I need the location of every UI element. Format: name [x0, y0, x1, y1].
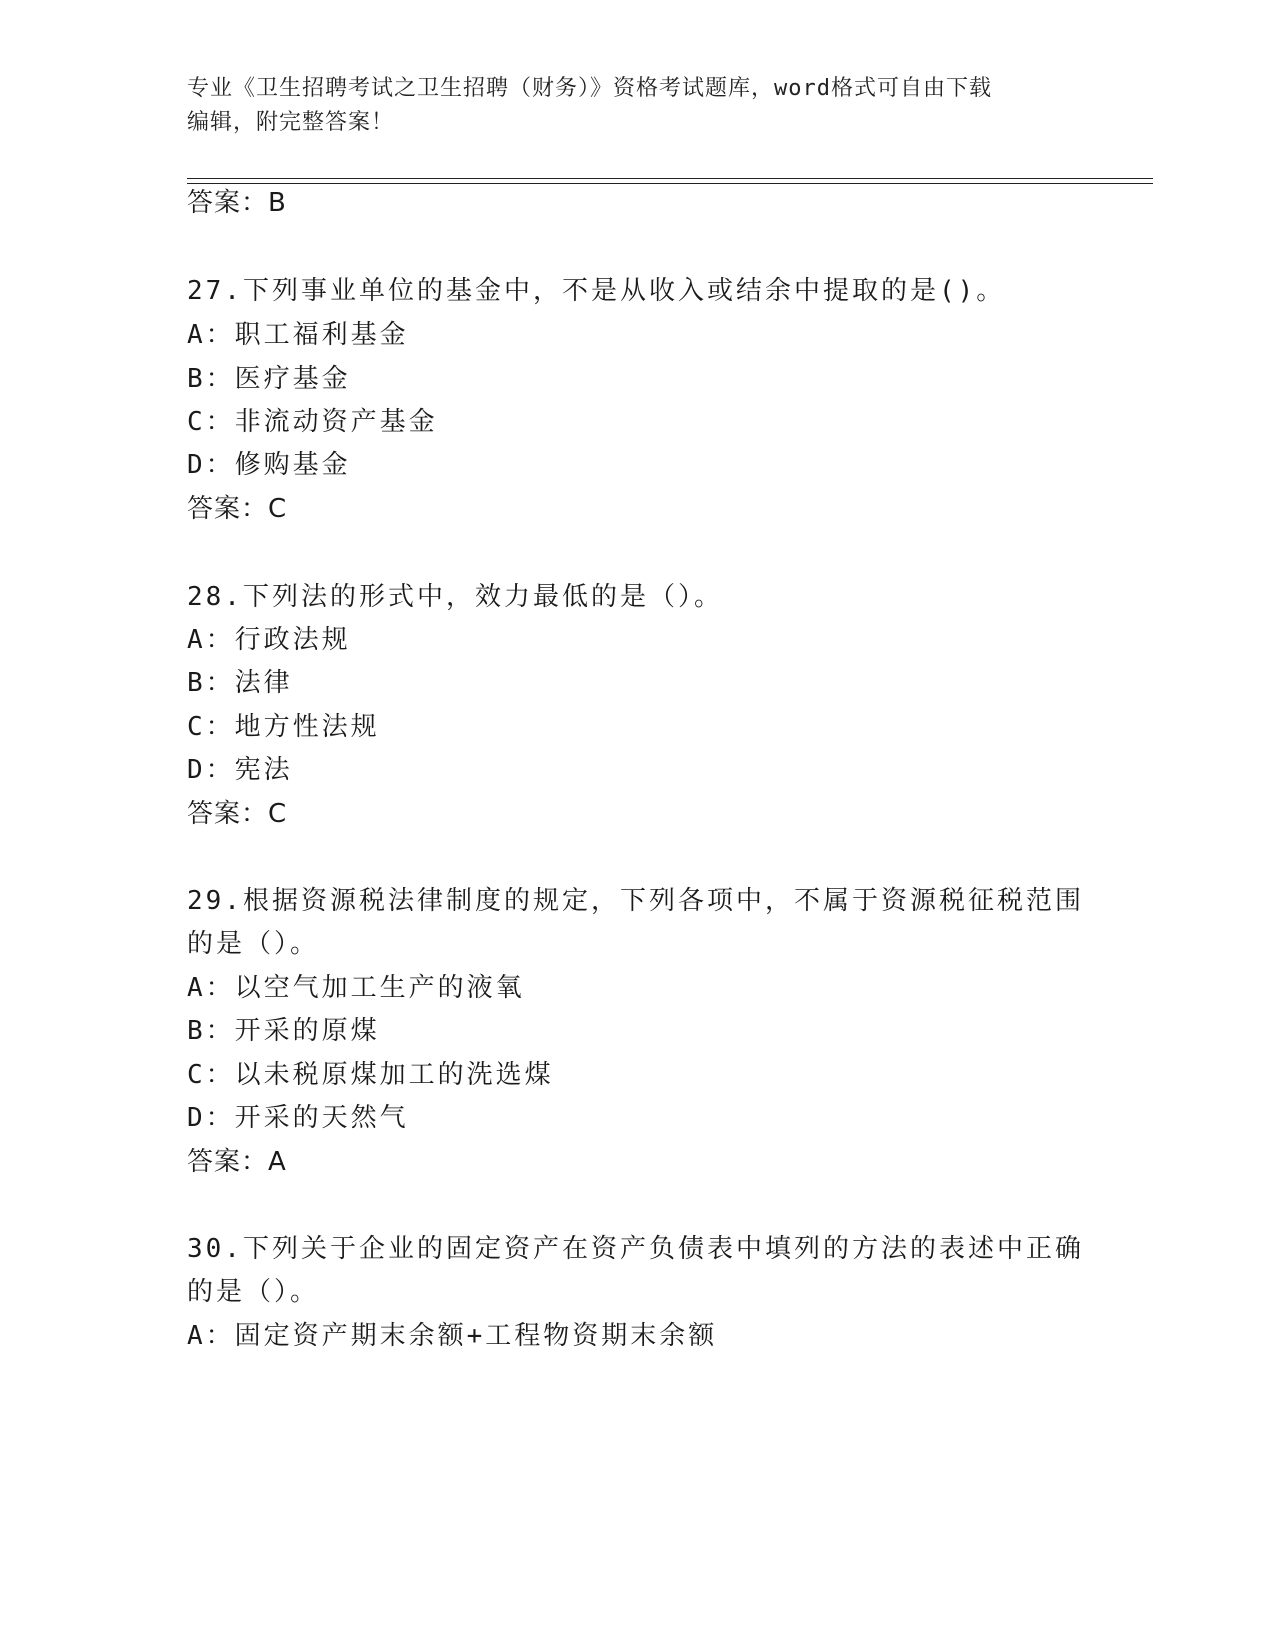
question-29-stem-line-2: 的是（）。	[187, 929, 320, 959]
question-27-option-a: A：职工福利基金	[187, 320, 409, 350]
header-line-1: 专业《卫生招聘考试之卫生招聘（财务）》资格考试题库，word格式可自由下载	[187, 76, 992, 101]
question-27-answer: 答案：C	[187, 494, 288, 524]
question-28-stem: 28.下列法的形式中，效力最低的是（）。	[187, 582, 723, 612]
question-30-stem-line-2: 的是（）。	[187, 1277, 320, 1307]
question-29-option-d: D：开采的天然气	[187, 1103, 409, 1133]
question-30-option-a: A：固定资产期末余额+工程物资期末余额	[187, 1321, 718, 1351]
question-29-option-a: A：以空气加工生产的液氧	[187, 973, 525, 1003]
question-28-answer: 答案：C	[187, 799, 288, 829]
header-divider-top	[187, 178, 1153, 179]
question-29-option-c: C：以未税原煤加工的洗选煤	[187, 1060, 554, 1090]
question-28-option-a: A：行政法规	[187, 625, 351, 655]
previous-answer: 答案：B	[187, 188, 287, 218]
question-27-option-d: D：修购基金	[187, 450, 351, 480]
question-28-option-d: D：宪法	[187, 755, 293, 785]
question-30-stem-line-1: 30.下列关于企业的固定资产在资产负债表中填列的方法的表述中正确	[187, 1234, 1084, 1264]
question-29-answer: 答案：A	[187, 1147, 287, 1177]
question-28-option-b: B：法律	[187, 668, 293, 698]
question-27-stem: 27.下列事业单位的基金中，不是从收入或结余中提取的是()。	[187, 276, 1006, 306]
header-line-2: 编辑，附完整答案！	[187, 110, 395, 135]
document-header	[187, 72, 1067, 140]
question-27-option-b: B：医疗基金	[187, 364, 351, 394]
question-29-option-b: B：开采的原煤	[187, 1016, 380, 1046]
question-27-option-c: C：非流动资产基金	[187, 407, 438, 437]
question-28-option-c: C：地方性法规	[187, 712, 380, 742]
question-29-stem-line-1: 29.根据资源税法律制度的规定，下列各项中，不属于资源税征税范围	[187, 886, 1084, 916]
header-divider-bottom	[187, 183, 1153, 184]
